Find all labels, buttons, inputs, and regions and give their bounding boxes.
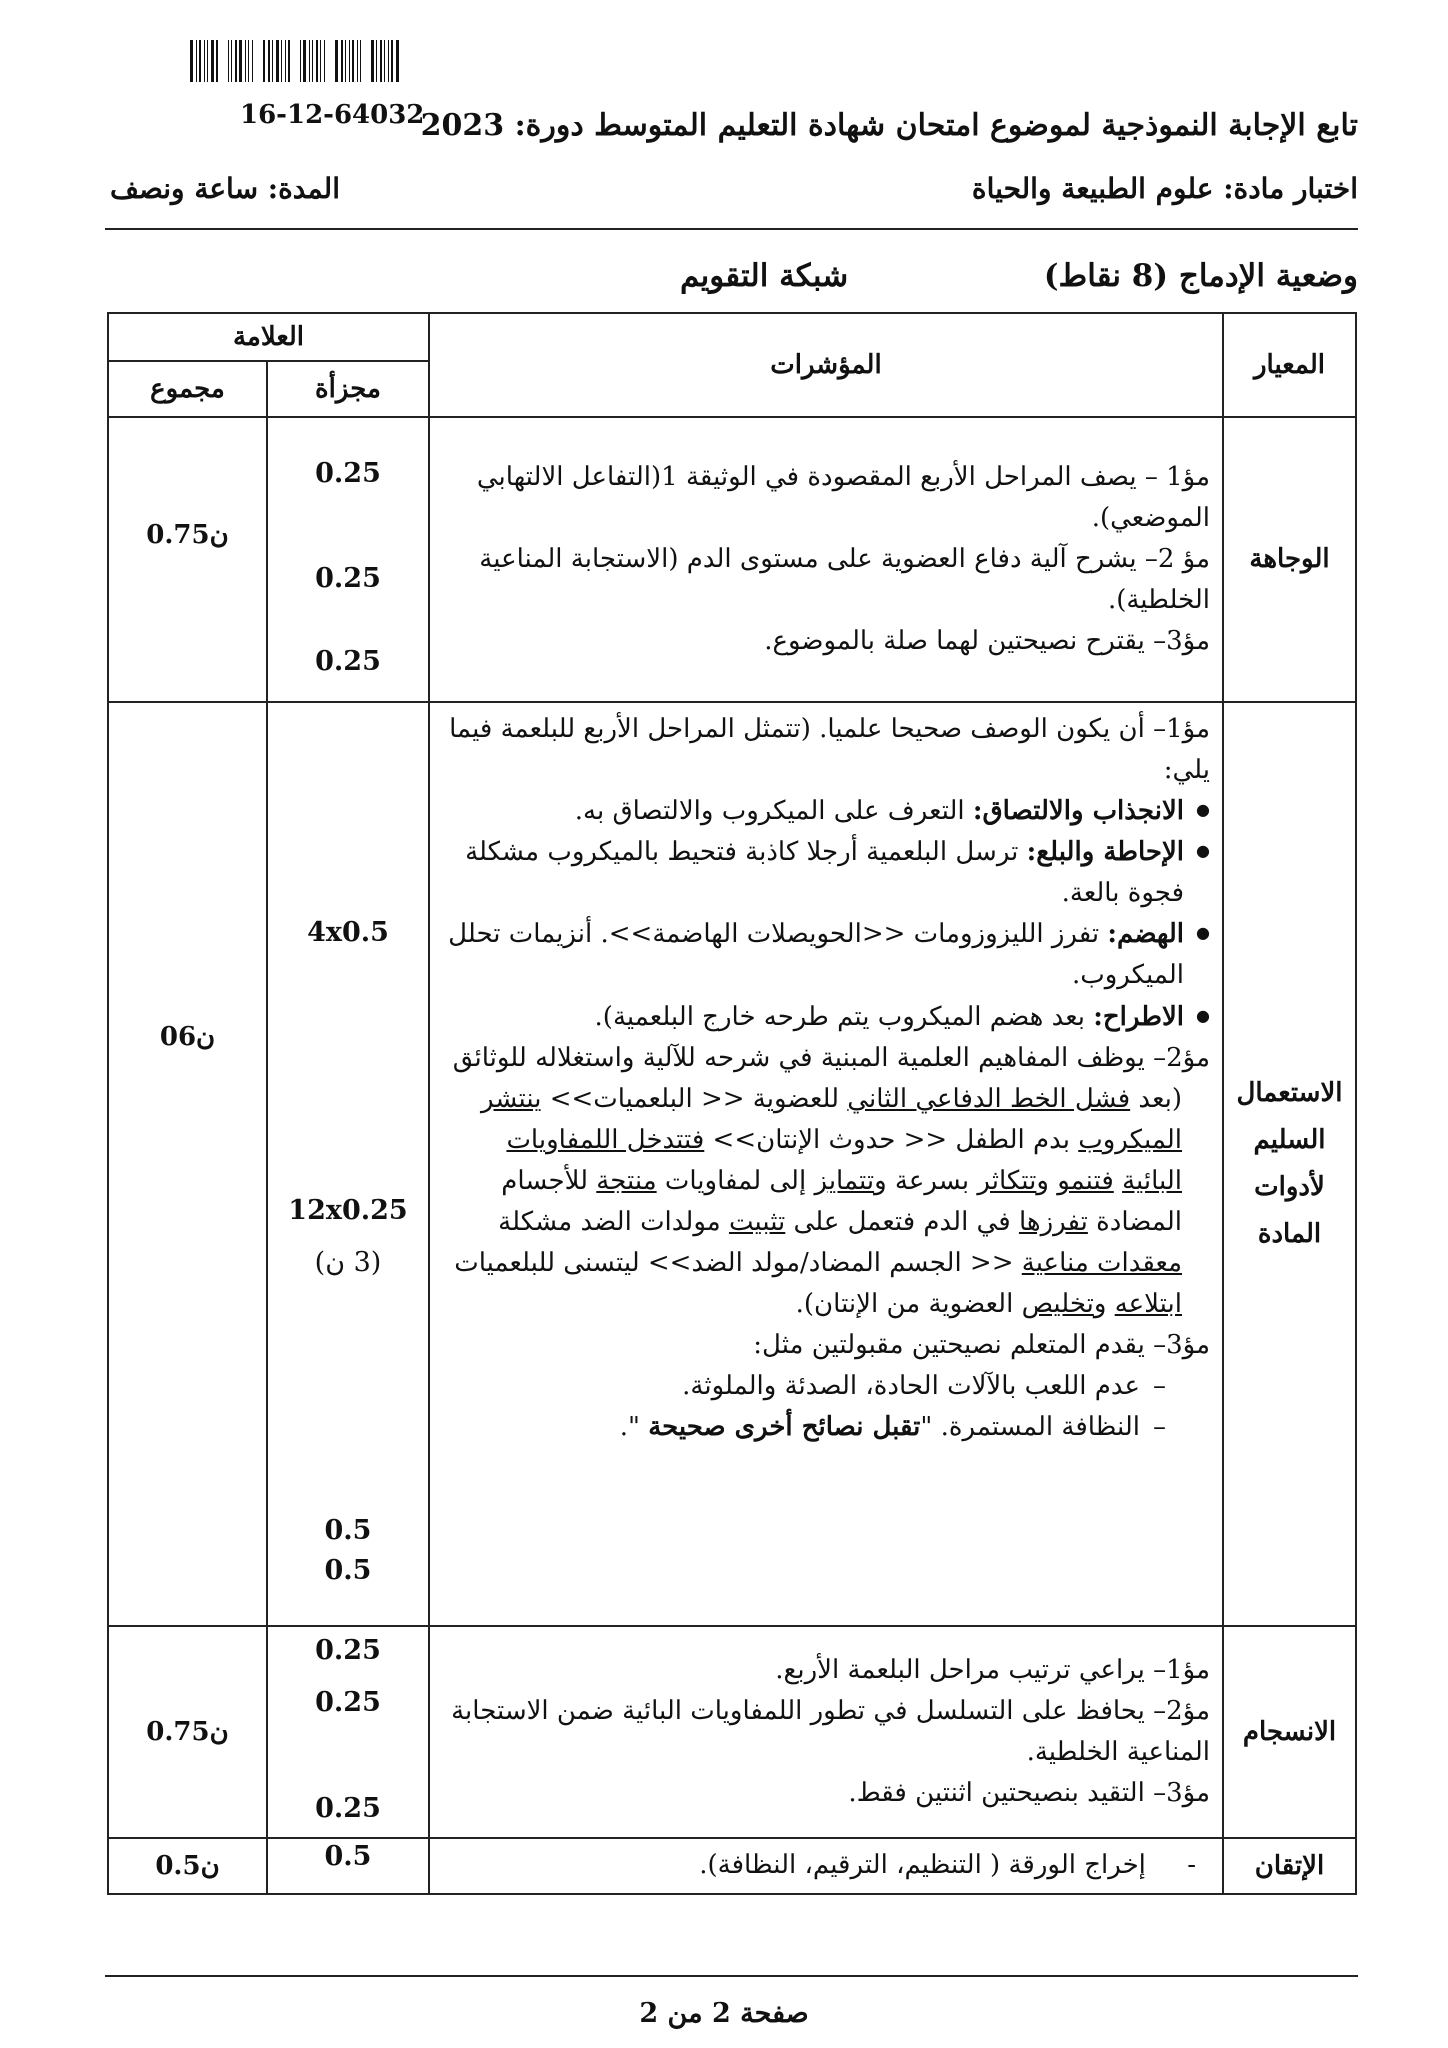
partial-value: 0.25	[315, 646, 381, 677]
barcode-bar	[380, 40, 382, 82]
advice-quote-end: ".	[619, 1412, 649, 1443]
underlined-term: تخليص	[1021, 1289, 1094, 1320]
underlined-term: تثبيت	[728, 1206, 786, 1237]
stage-description: تفرز الليزوزومات <<الحويصلات الهاضمة>>. أنزيمات تحلل الميكروب.	[448, 919, 1184, 991]
partial-value: 12x0.25	[288, 1195, 408, 1226]
partial-value: 0.25	[315, 1793, 381, 1824]
table-row	[108, 702, 1356, 1626]
indicator-text: مؤ3– يقترح نصيحتين لهما صلة بالموضوع.	[764, 626, 1210, 657]
text-segment: (بعد	[1130, 1083, 1182, 1114]
underlined-term: فتتدخل اللمفاويات البائية	[506, 1124, 1182, 1196]
total-cell: 0.75ن	[108, 1626, 267, 1838]
partial-value: 0.5	[324, 1841, 372, 1872]
underlined-term: منتجة	[596, 1165, 657, 1196]
barcode-bar	[316, 40, 318, 82]
criterion-cell: الانسجام	[1223, 1626, 1356, 1838]
barcode-bar	[388, 40, 389, 82]
page-number: صفحة 2 من 2	[639, 1998, 809, 2029]
barcode-bar	[303, 40, 306, 82]
barcode	[190, 40, 455, 82]
barcode-bar	[252, 40, 253, 82]
text-segment: بسرعة و	[874, 1165, 978, 1196]
underlined-term: تتمايز	[814, 1165, 875, 1196]
partial-value: 0.25	[315, 1635, 381, 1666]
barcode-bar	[190, 40, 193, 82]
indicator-text: مؤ3– يقدم المتعلم نصيحتين مقبولتين مثل:	[753, 1330, 1210, 1361]
partial-cell	[267, 417, 429, 702]
header-divider	[105, 228, 1358, 230]
table-row	[108, 1838, 1356, 1894]
barcode-bar	[207, 40, 208, 82]
stage-term: الانجذاب والالتصاق:	[972, 796, 1184, 827]
barcode-bar	[349, 40, 350, 82]
underlined-term: تتكاثر	[977, 1165, 1037, 1196]
barcode-bar	[384, 40, 385, 82]
header-criterion: المعيار	[1223, 313, 1356, 417]
partial-value: 0.5	[324, 1555, 372, 1586]
barcode-bar	[324, 40, 325, 82]
barcode-bar	[263, 40, 265, 82]
text-segment: في الدم فتعمل على	[785, 1206, 1019, 1237]
text-segment	[1114, 1166, 1122, 1196]
dash-mark: -	[1145, 1850, 1196, 1881]
list-item	[442, 914, 1184, 996]
section-title: وضعية الإدماج (8 نقاط)	[1043, 258, 1358, 294]
table-row	[108, 417, 1356, 702]
list-item	[442, 1366, 1140, 1407]
barcode-bar	[376, 40, 377, 82]
partial-value: 4x0.5	[307, 917, 389, 948]
text-segment: << الجسم المضاد/مولد الضد>> ليتسنى للبلعميات	[454, 1248, 1022, 1279]
text-segment: للأجسام المضادة	[501, 1165, 1182, 1237]
partial-cell	[267, 1838, 429, 1894]
list-item	[442, 832, 1184, 914]
stage-description: بعد هضم الميكروب يتم طرحه خارج البلعمية).	[594, 1001, 1094, 1032]
advice-text: النظافة المستمرة. "	[920, 1412, 1140, 1443]
underlined-term: ينتشر الميكروب	[480, 1083, 1182, 1155]
underlined-term: فتنمو	[1057, 1165, 1114, 1196]
phagocytosis-stages-list	[442, 791, 1210, 1037]
barcode-bar	[357, 40, 358, 82]
duration-line: المدة: ساعة ونصف	[110, 172, 340, 205]
indicator-text: مؤ3– التقيد بنصيحتين اثنتين فقط.	[848, 1778, 1210, 1809]
barcode-bar	[235, 40, 237, 82]
barcode-bar	[211, 40, 214, 82]
barcode-bar	[391, 40, 393, 82]
stage-term: الإحاطة والبلع:	[1026, 837, 1184, 868]
underlined-term: ابتلاعه	[1114, 1289, 1182, 1320]
barcode-bar	[216, 40, 218, 82]
indicator-text: مؤ2– يوظف المفاهيم العلمية المبنية في شرحه للآلية واستغلاله للوثائق	[452, 1042, 1210, 1073]
criterion-label: الاستعمال السليم لأدوات المادة	[1236, 1078, 1343, 1249]
barcode-bar	[196, 40, 197, 82]
partial-note: (3 ن)	[314, 1247, 382, 1278]
stage-description: ترسل البلعمية أرجلا كاذبة فتحيط بالميكروب مشكلة فجوة بالعة.	[465, 837, 1184, 909]
advice-text: عدم اللعب بالآلات الحادة، الصدئة والملوثة.	[682, 1371, 1140, 1402]
total-cell	[108, 702, 267, 1626]
evaluation-table	[107, 312, 1357, 1895]
barcode-bar	[245, 40, 246, 82]
indicator-explanation	[442, 1079, 1210, 1325]
total-cell: 0.5ن	[108, 1838, 267, 1894]
text-segment: للعضوية << البلعميات>>	[541, 1083, 848, 1114]
underlined-term: فشل الخط الدفاعي الثاني	[847, 1083, 1131, 1114]
subject-line: اختبار مادة: علوم الطبيعة والحياة	[971, 172, 1358, 205]
text-segment: العضوية من الإنتان).	[795, 1289, 1022, 1320]
total-value: 06ن	[159, 1022, 216, 1052]
barcode-bar	[371, 40, 374, 82]
stage-term: الهضم:	[1107, 919, 1184, 950]
barcode-bar	[309, 40, 310, 82]
stage-description: التعرف على الميكروب والالتصاق به.	[574, 796, 973, 827]
partial-cell	[267, 702, 429, 1626]
total-value: 0.75ن	[146, 519, 229, 550]
barcode-bar	[360, 40, 361, 82]
list-item	[442, 1407, 1140, 1448]
barcode-bar	[396, 40, 399, 82]
stage-term: الاطراح:	[1093, 1001, 1184, 1032]
table-header-row	[108, 313, 1356, 361]
indicator-text: إخراج الورقة ( التنظيم، الترقيم، النظافة).	[699, 1850, 1146, 1881]
barcode-bar	[248, 40, 249, 82]
indicator-text: مؤ2– يحافظ على التسلسل في تطور اللمفاويات البائية ضمن الاستجابة المناعية الخلطية.	[451, 1695, 1210, 1767]
indicators-cell	[429, 1626, 1223, 1838]
underlined-term: تفرزها	[1018, 1206, 1088, 1237]
barcode-bar	[276, 40, 279, 82]
list-item	[442, 997, 1184, 1038]
header-total: مجموع	[108, 361, 267, 417]
partial-value: 0.25	[315, 563, 381, 594]
barcode-bar	[352, 40, 354, 82]
indicators-cell	[429, 1838, 1223, 1894]
header-grade: العلامة	[108, 313, 429, 361]
criterion-cell: الإتقان	[1223, 1838, 1356, 1894]
indicator-text: مؤ1 – يصف المراحل الأربع المقصودة في الوثيقة 1(التفاعل الالتهابي الموضعي).	[476, 461, 1210, 533]
barcode-bar	[228, 40, 229, 82]
indicator-text: مؤ1– يراعي ترتيب مراحل البلعمة الأربع.	[775, 1654, 1210, 1685]
barcode-bar	[345, 40, 346, 82]
indicator-text: مؤ1– أن يكون الوصف صحيحا علميا. (تتمثل المراحل الأربع للبلعمة فيما يلي:	[449, 714, 1210, 786]
total-cell	[108, 417, 267, 702]
grid-title: شبكة التقويم	[680, 258, 849, 294]
barcode-bar	[239, 40, 242, 82]
barcode-bar	[204, 40, 205, 82]
criterion-cell: الوجاهة	[1223, 417, 1356, 702]
header-indicators: المؤشرات	[429, 313, 1223, 417]
barcode-bar	[312, 40, 313, 82]
partial-value: 0.25	[315, 458, 381, 489]
barcode-bar	[341, 40, 343, 82]
list-item	[442, 791, 1184, 832]
underlined-term: معقدات مناعية	[1021, 1248, 1182, 1279]
barcode-bar	[268, 40, 270, 82]
barcode-bar	[320, 40, 321, 82]
text-segment: بدم الطفل << حدوث الإنتان>>	[704, 1124, 1079, 1155]
header-partial: مجزأة	[267, 361, 429, 417]
indicator-text: مؤ 2– يشرح آلية دفاع العضوية على مستوى الدم (الاستجابة المناعية الخلطية).	[479, 543, 1210, 616]
barcode-bar	[272, 40, 273, 82]
text-segment: مولدات الضد مشكلة	[498, 1206, 729, 1237]
barcode-bar	[288, 40, 290, 82]
partial-cell	[267, 1626, 429, 1838]
text-segment: و	[1036, 1165, 1058, 1196]
indicators-cell	[429, 417, 1223, 702]
indicators-cell	[429, 702, 1223, 1626]
barcode-bar	[231, 40, 232, 82]
barcode-bar	[285, 40, 286, 82]
table-row	[108, 1626, 1356, 1838]
footer-divider	[105, 1975, 1358, 1977]
barcode-bar	[199, 40, 201, 82]
text-segment: إلى لمفاويات	[656, 1165, 815, 1196]
advice-note: تقبل نصائح أخرى صحيحة	[648, 1412, 921, 1443]
advice-list	[442, 1366, 1210, 1448]
text-segment: و	[1093, 1289, 1115, 1320]
barcode-bar	[335, 40, 338, 82]
page-title: تابع الإجابة النموذجية لموضوع امتحان شهادة التعليم المتوسط دورة: 2023	[420, 108, 1358, 143]
partial-value: 0.5	[324, 1515, 372, 1546]
partial-value: 0.25	[315, 1687, 381, 1718]
barcode-bar	[300, 40, 301, 82]
criterion-cell	[1223, 702, 1356, 1626]
barcode-bar	[281, 40, 282, 82]
exam-code: 16-12-64032	[240, 100, 425, 130]
